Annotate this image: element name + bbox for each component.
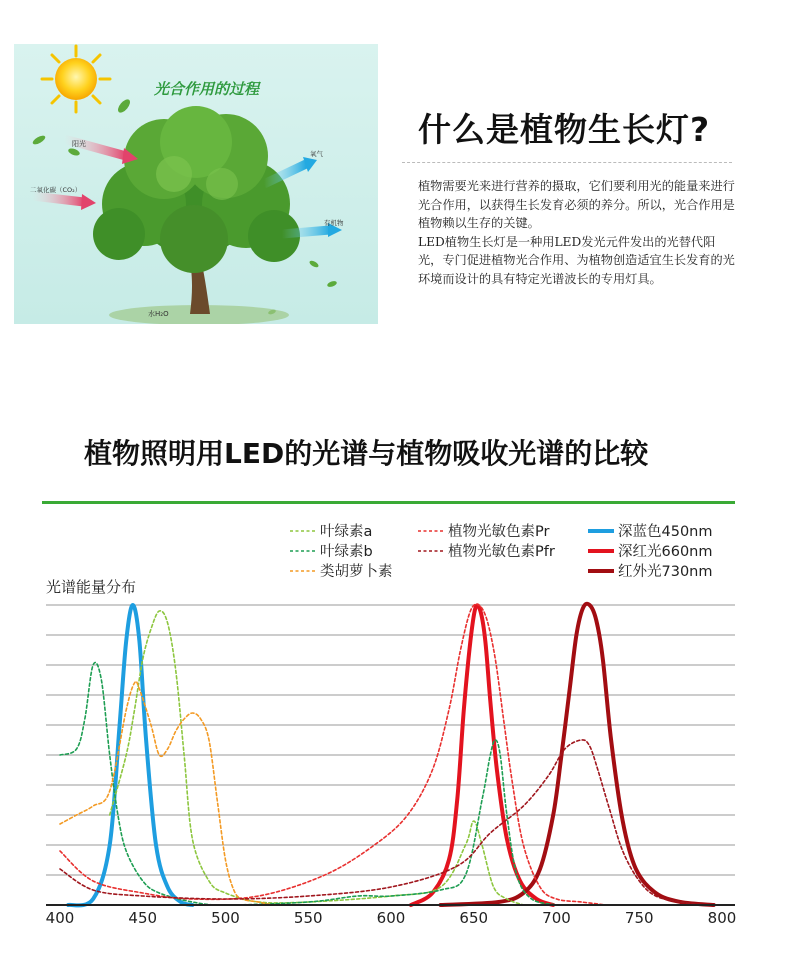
x-tick-label: 450 (128, 909, 158, 927)
water-label: 水H₂O (148, 310, 169, 318)
series-line (441, 604, 714, 905)
what-is-grow-light-heading: 什么是植物生长灯? (418, 110, 711, 149)
tree-canopy (93, 106, 300, 273)
legend-label: 红外光730nm (618, 564, 713, 580)
description-paragraph-1: 植物需要光来进行营养的摄取，它们要利用光的能量来进行光合作用，以获得生长发育必须的养分。所以，光合作用是植物赖以生存的关键。 (418, 179, 735, 230)
heading-divider (402, 162, 732, 163)
x-tick-label: 750 (624, 909, 654, 927)
illustration-title: 光合作用的过程 (154, 80, 260, 98)
co2-label: 二氧化碳（CO₂） (30, 186, 82, 194)
organic-label: 有机物 (324, 219, 344, 227)
legend-label: 植物光敏色素Pfr (448, 544, 555, 560)
spectrum-chart (0, 505, 790, 945)
co2-arrow (32, 194, 96, 210)
oxygen-label: 氧气 (310, 150, 323, 158)
spectrum-comparison-heading: 植物照明用LED的光谱与植物吸收光谱的比较 (84, 437, 649, 470)
x-tick-label: 550 (293, 909, 323, 927)
series-line (60, 681, 308, 905)
x-tick-label: 700 (542, 909, 571, 927)
chart-legend (290, 522, 713, 580)
x-tick-label: 500 (211, 909, 240, 927)
legend-label: 深蓝色450nm (618, 524, 713, 540)
series-line (60, 740, 705, 905)
chart-y-label: 光谱能量分布 (46, 578, 137, 596)
photosynthesis-drawing (14, 44, 378, 324)
chart-x-axis (46, 905, 737, 927)
sunlight-label: 阳光 (72, 140, 86, 148)
sun-icon (42, 46, 110, 112)
x-tick-label: 400 (45, 909, 75, 927)
series-line (60, 662, 557, 905)
legend-label: 深红光660nm (618, 544, 713, 560)
x-tick-label: 600 (376, 909, 406, 927)
legend-label: 植物光敏色素Pr (448, 524, 550, 540)
description-paragraph-2: LED植物生长灯是一种用LED发光元件发出的光替代阳光，专门促进植物光合作用、为植物创造适宜生长发育的光环境而设计的具有特定光谱波长的专用灯具。 (418, 234, 735, 286)
legend-label: 类胡萝卜素 (320, 564, 393, 580)
section-divider (42, 501, 735, 504)
description-text (418, 177, 738, 288)
x-tick-label: 650 (459, 909, 489, 927)
photosynthesis-illustration (14, 44, 378, 324)
legend-label: 叶绿素b (320, 544, 373, 560)
x-tick-label: 800 (707, 909, 737, 927)
legend-label: 叶绿素a (320, 524, 373, 540)
